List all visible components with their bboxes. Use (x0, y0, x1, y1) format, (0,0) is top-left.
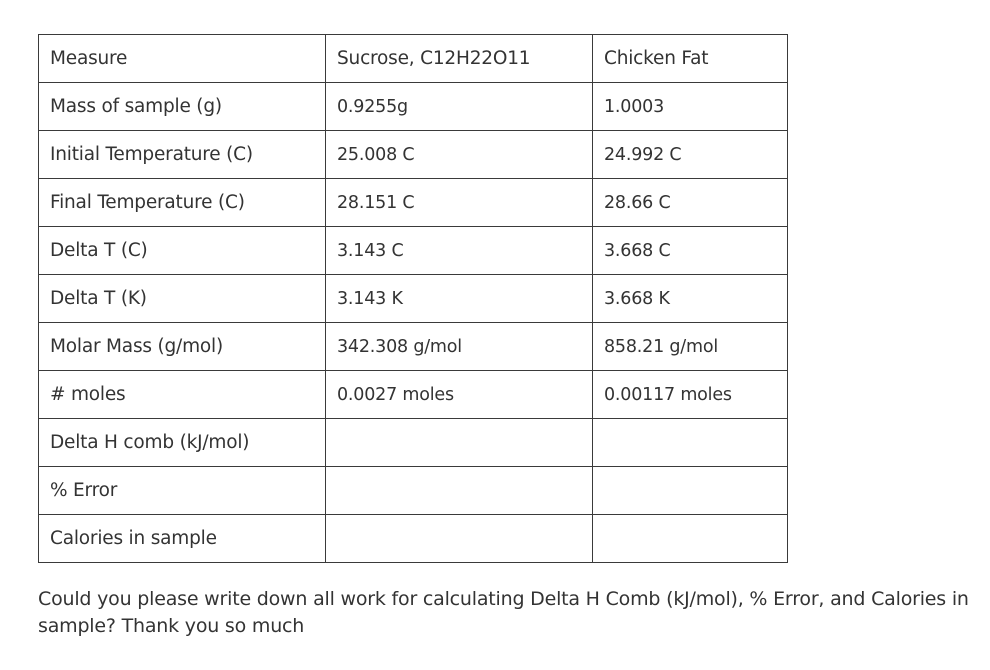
table-row (39, 83, 788, 131)
row-label: % Error (39, 467, 326, 515)
sucrose-cell (326, 419, 593, 467)
sucrose-cell: 25.008 C (326, 131, 593, 179)
row-label: Molar Mass (g/mol) (39, 323, 326, 371)
chicken-fat-cell: 858.21 g/mol (593, 323, 788, 371)
chicken-fat-cell: 24.992 C (593, 131, 788, 179)
row-label: Delta H comb (kJ/mol) (39, 419, 326, 467)
table-row (39, 371, 788, 419)
row-label: Initial Temperature (C) (39, 131, 326, 179)
chicken-fat-cell: 0.00117 moles (593, 371, 788, 419)
row-label: Calories in sample (39, 515, 326, 563)
row-label: Final Temperature (C) (39, 179, 326, 227)
chicken-fat-cell: 28.66 C (593, 179, 788, 227)
chicken-fat-cell (593, 419, 788, 467)
table-row (39, 179, 788, 227)
chicken-fat-cell: 3.668 C (593, 227, 788, 275)
row-label: # moles (39, 371, 326, 419)
table-row (39, 419, 788, 467)
table-header-row (39, 35, 788, 83)
sucrose-cell (326, 467, 593, 515)
sucrose-cell: 0.9255g (326, 83, 593, 131)
chicken-fat-cell: 1.0003 (593, 83, 788, 131)
sucrose-cell: 28.151 C (326, 179, 593, 227)
sucrose-cell (326, 515, 593, 563)
table-row (39, 227, 788, 275)
table-row (39, 467, 788, 515)
data-table (38, 34, 788, 563)
sucrose-cell: 342.308 g/mol (326, 323, 593, 371)
sucrose-cell: 0.0027 moles (326, 371, 593, 419)
question-text: Could you please write down all work for calculating Delta H Comb (kJ/mol), % Error, and Calories in sample? Thank you so much (38, 588, 969, 637)
chicken-fat-cell: 3.668 K (593, 275, 788, 323)
row-label: Delta T (K) (39, 275, 326, 323)
table-row (39, 323, 788, 371)
chicken-fat-cell (593, 467, 788, 515)
row-label: Delta T (C) (39, 227, 326, 275)
table-row (39, 275, 788, 323)
sucrose-cell: 3.143 C (326, 227, 593, 275)
table-row (39, 515, 788, 563)
row-label: Mass of sample (g) (39, 83, 326, 131)
header-measure: Measure (39, 35, 326, 83)
sucrose-cell: 3.143 K (326, 275, 593, 323)
table-row (39, 131, 788, 179)
header-chicken-fat: Chicken Fat (593, 35, 788, 83)
header-sucrose: Sucrose, C12H22O11 (326, 35, 593, 83)
chicken-fat-cell (593, 515, 788, 563)
